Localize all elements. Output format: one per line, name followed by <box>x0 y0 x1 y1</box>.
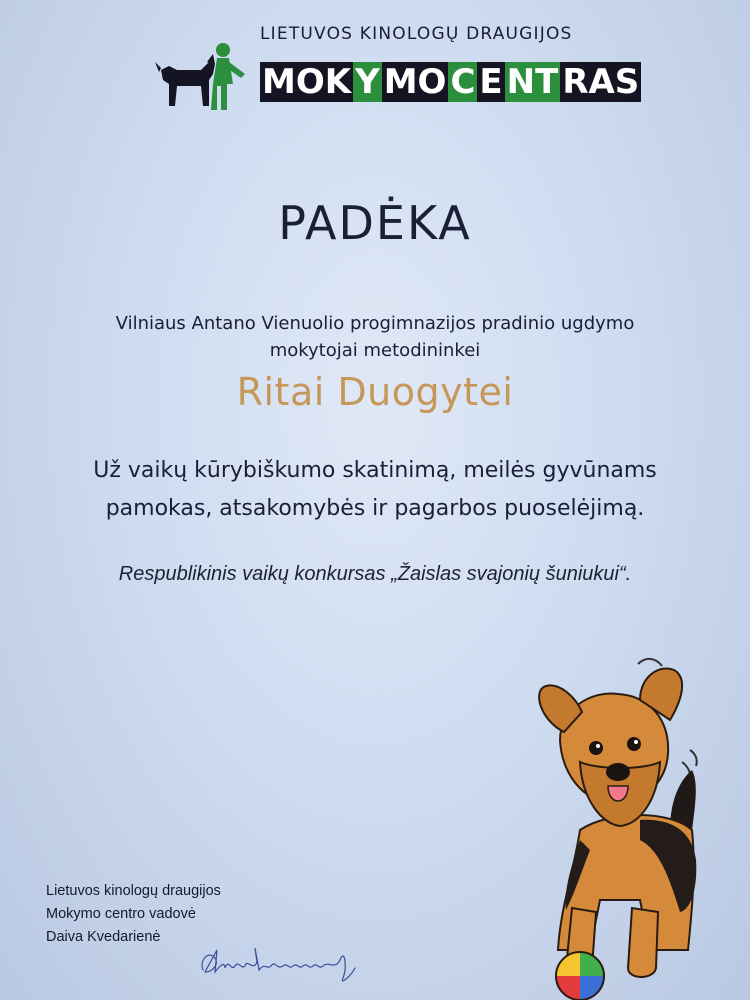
logo-part: RAS <box>562 62 640 102</box>
logo-wordmark <box>260 52 641 112</box>
certificate-title: PADĖKA <box>278 196 472 250</box>
recipient-description <box>60 310 690 364</box>
colorful-ball-icon <box>556 952 604 1000</box>
signatory-line-2: Mokymo centro vadovė <box>46 906 196 922</box>
recipient-line-1: Vilniaus Antano Vienuolio progimnazijos pradinio ugdymo <box>115 313 635 334</box>
logo-part: C <box>450 62 476 102</box>
logo-part: NT <box>506 62 559 102</box>
handwritten-signature <box>195 938 365 988</box>
recipient-name: Ritai Duogytei <box>236 370 514 414</box>
logo <box>155 22 640 114</box>
logo-organization-text: LIETUVOS KINOLOGŲ DRAUGIJOS <box>260 24 573 44</box>
dog-and-trainer-icon <box>155 40 255 112</box>
logo-part: E <box>479 62 503 102</box>
reason-line-2: pamokas, atsakomybės ir pagarbos puoselėjimą. <box>105 496 645 521</box>
signatory-line-1: Lietuvos kinologų draugijos <box>46 883 221 899</box>
logo-part: Y <box>355 62 380 102</box>
reason-line-1: Už vaikų kūrybiškumo skatinimą, meilės gyvūnams <box>93 458 657 483</box>
contest-name: Respublikinis vaikų konkursas „Žaislas svajonių šuniukui“. <box>118 563 632 585</box>
award-reason <box>30 452 720 528</box>
cartoon-terrier-dog-icon <box>520 650 750 1000</box>
logo-part: MOK <box>262 62 352 102</box>
signatory-line-3: Daiva Kvedarienė <box>46 929 161 945</box>
logo-part: MO <box>383 62 447 102</box>
recipient-line-2: mokytojai metodininkei <box>269 340 481 361</box>
